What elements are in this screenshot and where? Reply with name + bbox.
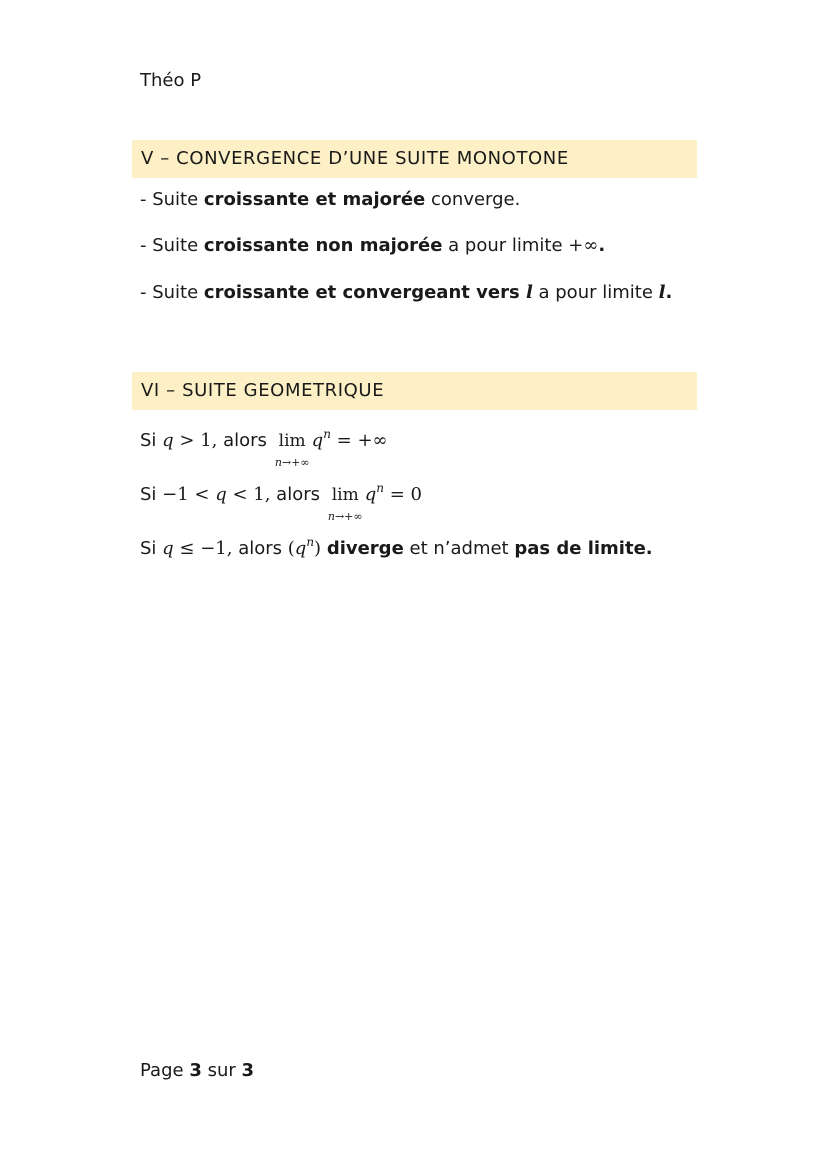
author-name: Théo P: [140, 70, 202, 91]
bold-text: croissante non majorée: [203, 235, 443, 256]
bold-text: croissante et convergeant vers: [203, 282, 526, 303]
text-run: Si: [140, 430, 163, 451]
math-exponent: n: [376, 481, 384, 495]
math-paren: ): [314, 538, 322, 559]
bold-text: croissante et majorée: [203, 189, 426, 210]
bold-text: diverge: [326, 538, 404, 559]
math-result: = +∞: [330, 430, 388, 451]
text-run: converge.: [425, 189, 521, 210]
math-variable: q: [162, 538, 174, 559]
lim-subscript: n→+∞: [274, 456, 310, 469]
geometric-line-3: [140, 530, 653, 561]
limit-operator: [327, 483, 363, 523]
math-condition: < 1,: [226, 484, 277, 505]
text-run: et n’admet: [403, 538, 515, 559]
math-variable: q: [215, 484, 227, 505]
section-heading-convergence: V – CONVERGENCE D’UNE SUITE MONOTONE: [132, 140, 697, 178]
text-run: a pour limite: [442, 235, 569, 256]
page-total: 3: [241, 1060, 255, 1081]
text-run: Si: [140, 484, 163, 505]
text-run: - Suite: [140, 235, 204, 256]
text-run: - Suite: [140, 189, 204, 210]
limit-variable: l: [658, 282, 666, 303]
text-run: sur: [201, 1060, 242, 1081]
math-paren: (: [287, 538, 295, 559]
text-run: alors: [223, 430, 273, 451]
math-condition: > 1,: [173, 430, 224, 451]
text-run: Page: [140, 1060, 190, 1081]
geometric-line-2: [140, 476, 422, 523]
page-footer: [140, 1060, 254, 1081]
lim-word: lim: [331, 485, 359, 505]
math-exponent: n: [306, 535, 315, 549]
math-variable: q: [311, 430, 324, 451]
math-exponent: n: [323, 427, 331, 441]
text-run: - Suite: [140, 282, 204, 303]
text-run: alors: [276, 484, 326, 505]
text-run: alors: [238, 538, 288, 559]
math-variable: q: [162, 430, 174, 451]
convergence-line-1: [140, 188, 520, 212]
punctuation: .: [598, 235, 606, 256]
geometric-line-1: [140, 422, 388, 469]
section-heading-geometric: VI – SUITE GEOMETRIQUE: [132, 372, 697, 410]
math-condition: ≤ −1,: [173, 538, 239, 559]
limit-operator: [274, 429, 310, 469]
infinity-value: +∞: [568, 235, 599, 256]
math-result: = 0: [383, 484, 422, 505]
convergence-line-3: [140, 281, 672, 305]
bold-text: pas de limite: [514, 538, 646, 559]
math-condition: −1 <: [162, 484, 216, 505]
math-variable: q: [294, 538, 307, 559]
text-run: Si: [140, 538, 163, 559]
punctuation: .: [645, 538, 653, 559]
limit-variable: l: [525, 282, 533, 303]
convergence-line-2: [140, 234, 605, 258]
page-number: 3: [189, 1060, 202, 1081]
text-run: a pour limite: [532, 282, 659, 303]
math-variable: q: [364, 484, 377, 505]
punctuation: .: [665, 282, 673, 303]
lim-subscript: n→+∞: [327, 510, 363, 523]
lim-word: lim: [278, 431, 306, 451]
